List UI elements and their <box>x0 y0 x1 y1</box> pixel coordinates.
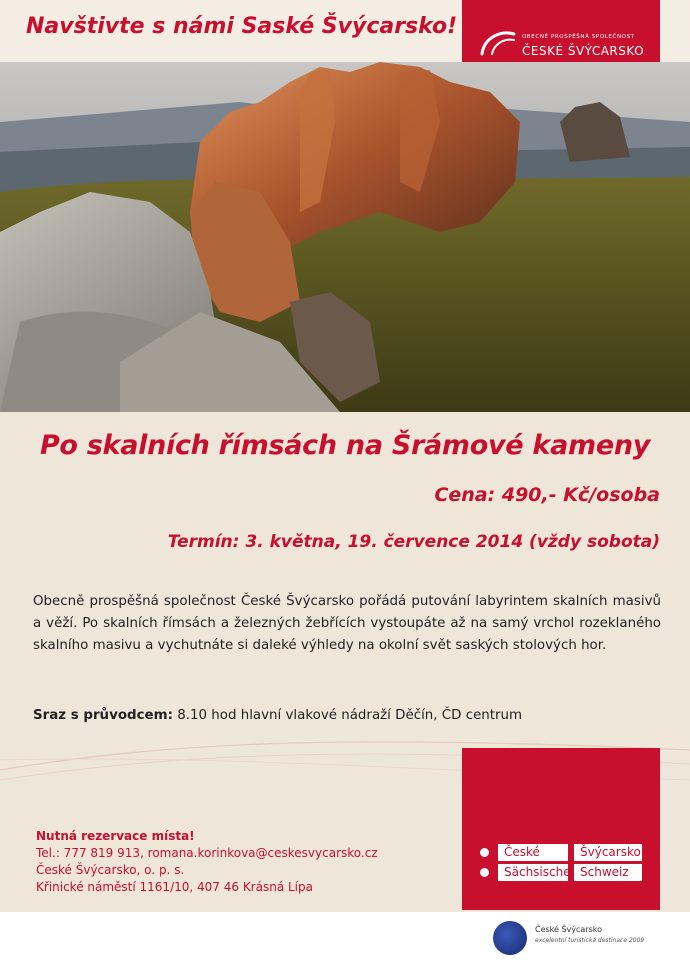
eden-globe-icon <box>493 921 527 955</box>
contact-block <box>36 828 378 896</box>
landscape-image <box>0 62 690 412</box>
brand-tag-cz-left: České <box>498 844 568 861</box>
event-dates: Termín: 3. května, 19. července 2014 (vždy sobota) <box>167 532 660 552</box>
bullet-dot <box>480 868 489 877</box>
event-description: Obecně prospěšná společnost České Švýcarsko pořádá putování labyrintem skalních masivů a věží. Po skalních římsách a železných žebřících vystoupáte až na samý vrchol rozeklaného skalního masivu a vychutnáte si daleké výhledy na okolní svět saských stolových hor. <box>33 594 661 653</box>
footer-brand-name: České Švýcarsko <box>535 925 603 934</box>
event-title: Po skalních římsách na Šrámové kameny <box>39 430 651 461</box>
swoosh-logo-icon <box>478 28 518 58</box>
contact-address: Křinické náměstí 1161/10, 407 46 Krásná Lípa <box>36 880 313 894</box>
event-price: Cena: 490,- Kč/osoba <box>434 484 660 506</box>
header-title: Navštivte s námi Saské Švýcarsko! <box>26 14 458 39</box>
logo-name: ČESKÉ ŠVÝCARSKO <box>522 44 645 58</box>
footer-brand-subtitle: excelentní turistická destinace 2009 <box>535 937 645 944</box>
meeting-label: Sraz s průvodcem: <box>33 708 173 723</box>
sandstone-rocks-photo <box>0 62 690 412</box>
contact-organization: České Švýcarsko, o. p. s. <box>36 863 185 877</box>
logo-caption: OBECNĚ PROSPĚŠNÁ SPOLEČNOST <box>522 34 635 40</box>
brand-tag-cz-right: Švýcarsko <box>574 844 642 861</box>
contact-phone-email: Tel.: 777 819 913, romana.korinkova@ceskesvycarsko.cz <box>36 846 378 860</box>
meeting-point <box>33 708 522 723</box>
brand-panel <box>462 748 660 910</box>
brand-tag-de-left: Sächsische <box>498 864 568 881</box>
meeting-value: 8.10 hod hlavní vlakové nádraží Děčín, ČD centrum <box>172 708 523 723</box>
reservation-heading: Nutná rezervace místa! <box>36 829 195 843</box>
brand-tag-de-right: Schweiz <box>574 864 642 881</box>
bullet-dot <box>480 848 489 857</box>
